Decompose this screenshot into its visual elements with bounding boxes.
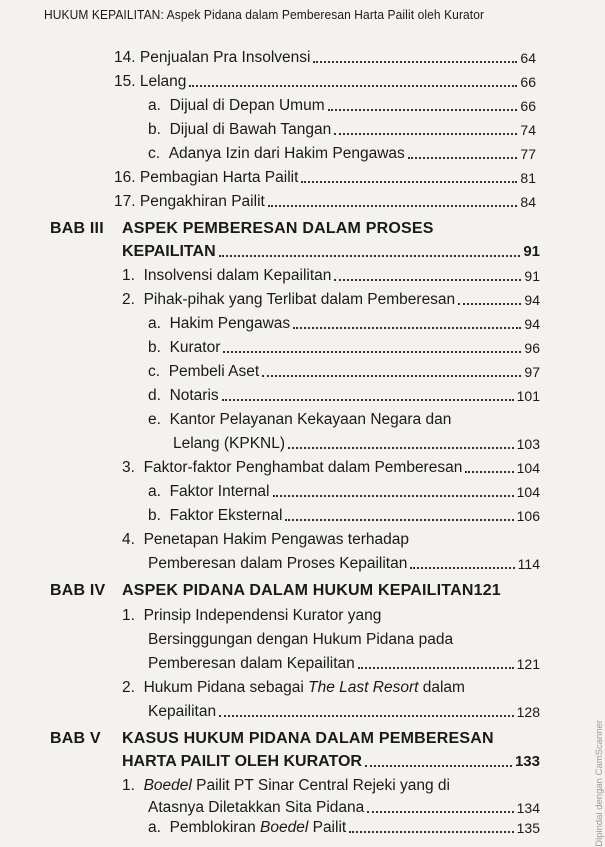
running-head: HUKUM KEPAILITAN: Aspek Pidana dalam Pemberesan Harta Pailit oleh Kurator <box>44 8 485 22</box>
toc-entry: b. Faktor Eksternal 106 <box>148 507 540 524</box>
leader-dots <box>301 181 517 183</box>
leader-dots <box>219 715 514 717</box>
leader-dots <box>285 519 513 521</box>
leader-dots <box>273 495 514 497</box>
leader-dots <box>334 133 517 135</box>
leader-dots <box>293 327 521 329</box>
chapter-page: 121 <box>473 582 501 599</box>
toc-entry: 17. Pengakhiran Pailit 84 <box>114 193 536 210</box>
toc-entry: a. Faktor Internal 104 <box>148 483 540 500</box>
toc-entry: 14. Penjualan Pra Insolvensi 64 <box>114 49 536 66</box>
leader-dots <box>358 667 514 669</box>
leader-dots <box>334 279 521 281</box>
toc-entry-line1: 1. Boedel Pailit PT Sinar Central Rejeki yang di <box>122 777 450 794</box>
toc-entry-line1: e. Kantor Pelayanan Kekayaan Negara dan <box>148 411 452 428</box>
chapter-title: ASPEK PIDANA DALAM HUKUM KEPAILITAN <box>122 582 474 599</box>
toc-entry: 15. Lelang 66 <box>114 73 536 90</box>
leader-dots <box>219 255 521 257</box>
chapter-label: BAB V <box>50 730 101 747</box>
leader-dots <box>189 85 517 87</box>
toc-entry: 3. Faktor-faktor Penghambat dalam Pemberesan 104 <box>122 459 540 476</box>
toc-entry: Lelang (KPKNL) 103 <box>173 435 540 452</box>
leader-dots <box>268 205 518 207</box>
toc-entry: b. Dijual di Bawah Tangan 74 <box>148 121 536 138</box>
toc-entry: c. Pembeli Aset 97 <box>148 363 540 380</box>
toc-entry: d. Notaris 101 <box>148 387 540 404</box>
leader-dots <box>458 303 521 305</box>
toc-entry-line1: 4. Penetapan Hakim Pengawas terhadap <box>122 531 409 548</box>
chapter-title-row: HARTA PAILIT OLEH KURATOR 133 <box>122 753 540 770</box>
toc-entry: 16. Pembagian Harta Pailit 81 <box>114 169 536 186</box>
toc-entry: a. Dijual di Depan Umum 66 <box>148 97 536 114</box>
chapter-heading <box>50 580 550 604</box>
toc-entry: a. Pemblokiran Boedel Pailit 135 <box>148 819 540 836</box>
chapter-title: ASPEK PEMBERESAN DALAM PROSES <box>122 220 434 237</box>
toc-entry-line1: 2. Hukum Pidana sebagai The Last Resort dalam <box>122 679 465 696</box>
leader-dots <box>408 157 518 159</box>
chapter-heading <box>50 218 550 242</box>
toc-entry: 2. Pihak-pihak yang Terlibat dalam Pemberesan 94 <box>122 291 540 308</box>
toc-entry: Pemberesan dalam Kepailitan 121 <box>148 655 540 672</box>
toc-entry-line1: 1. Prinsip Independensi Kurator yang <box>122 607 382 624</box>
leader-dots <box>367 811 513 813</box>
chapter-label: BAB IV <box>50 582 106 599</box>
toc-entry: c. Adanya Izin dari Hakim Pengawas 77 <box>148 145 536 162</box>
toc-entry: 1. Insolvensi dalam Kepailitan 91 <box>122 267 540 284</box>
leader-dots <box>410 567 514 569</box>
leader-dots <box>222 399 514 401</box>
toc-entry: b. Kurator 96 <box>148 339 540 356</box>
leader-dots <box>365 765 512 767</box>
toc-entry: Pemberesan dalam Proses Kepailitan 114 <box>148 555 540 572</box>
chapter-title: KASUS HUKUM PIDANA DALAM PEMBERESAN <box>122 730 494 747</box>
toc-entry: Kepailitan 128 <box>148 703 540 720</box>
leader-dots <box>223 351 521 353</box>
toc-entry-line2: Bersinggungan dengan Hukum Pidana pada <box>148 631 454 648</box>
chapter-label: BAB III <box>50 220 104 237</box>
scanner-watermark: Dipindai dengan CamScanner <box>594 720 605 847</box>
leader-dots <box>465 471 513 473</box>
leader-dots <box>349 831 513 833</box>
chapter-heading <box>50 728 550 752</box>
leader-dots <box>262 375 521 377</box>
leader-dots <box>328 109 518 111</box>
leader-dots <box>313 61 517 63</box>
toc-entry: Atasnya Diletakkan Sita Pidana 134 <box>148 799 540 816</box>
leader-dots <box>288 447 514 449</box>
toc-entry: a. Hakim Pengawas 94 <box>148 315 540 332</box>
chapter-title-row: KEPAILITAN 91 <box>122 243 540 260</box>
